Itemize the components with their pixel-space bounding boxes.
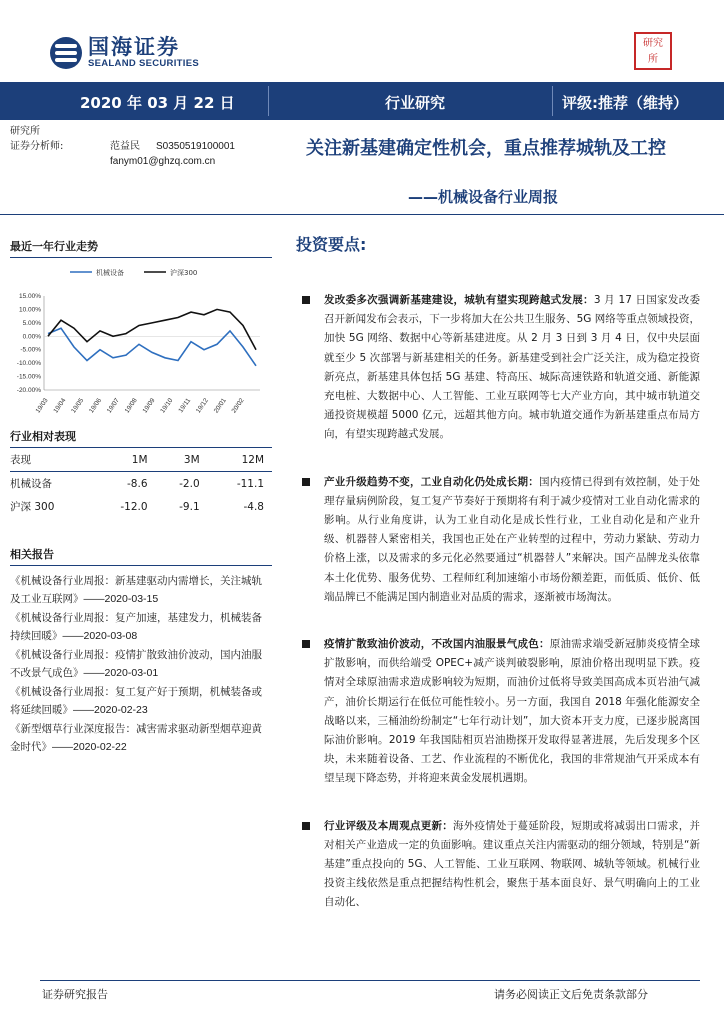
brand-name-en: SEALAND SECURITIES bbox=[88, 58, 199, 69]
report-link-date: ——2020-03-01 bbox=[83, 667, 159, 679]
x-tick-label: 19/04 bbox=[52, 397, 68, 415]
bullet-square-icon bbox=[302, 640, 310, 648]
y-tick-label: 15.00% bbox=[18, 293, 41, 300]
cell-1m: -12.0 bbox=[120, 500, 148, 513]
x-tick-label: 19/09 bbox=[141, 397, 157, 415]
cell-3m: -2.0 bbox=[179, 477, 200, 490]
report-link-date: ——2020-02-22 bbox=[52, 741, 127, 753]
x-tick-label: 19/11 bbox=[177, 397, 193, 415]
report-link-title[interactable]: 《机械设备行业周报：新基建驱动内需增长，关注城轨及工业互联网》 bbox=[10, 575, 262, 605]
report-link-title[interactable]: 《新型烟草行业深度报告：减害需求驱动新型烟草迎黄金时代》 bbox=[10, 723, 262, 753]
performance-section-title: 行业相对表现 bbox=[10, 428, 272, 448]
key-points-section bbox=[296, 232, 700, 913]
header-cell: 1M bbox=[91, 448, 155, 472]
analyst-role-label: 证券分析师: bbox=[10, 141, 64, 152]
y-tick-label: 0.00% bbox=[22, 333, 41, 341]
header-cell: 表现 bbox=[10, 448, 91, 472]
related-report-link[interactable] bbox=[10, 720, 272, 756]
table-row bbox=[10, 472, 272, 496]
report-subtitle: ——机械设备行业周报 bbox=[408, 188, 559, 206]
x-tick-label: 19/05 bbox=[70, 397, 86, 415]
brand-logo bbox=[50, 36, 199, 69]
legend-label: 沪深300 bbox=[170, 269, 198, 277]
x-tick-label: 19/10 bbox=[159, 397, 175, 415]
key-point-bullet bbox=[296, 291, 700, 445]
analyst-info bbox=[10, 124, 235, 169]
footer-left: 证券研究报告 bbox=[42, 988, 108, 1001]
row-name: 沪深 300 bbox=[10, 501, 55, 513]
report-link-title[interactable]: 《机械设备行业周报：疫情扩散致油价波动，国内油服不改景气成色》 bbox=[10, 649, 262, 679]
report-date: 2020 年 03 月 22 日 bbox=[80, 94, 235, 112]
header-cell: 12M bbox=[208, 448, 272, 472]
performance-table bbox=[10, 448, 272, 518]
footer-divider bbox=[40, 980, 700, 981]
related-report-link[interactable] bbox=[10, 646, 272, 682]
header-banner bbox=[0, 82, 724, 120]
header-cell: 3M bbox=[156, 448, 208, 472]
x-tick-label: 19/06 bbox=[88, 397, 104, 415]
y-tick-label: -5.00% bbox=[20, 346, 41, 354]
x-tick-label: 20/01 bbox=[212, 397, 228, 415]
bullet-lead: 发改委多次强调新基建建设，城轨有望实现跨越式发展： bbox=[324, 294, 594, 306]
y-tick-label: 10.00% bbox=[18, 306, 41, 314]
related-report-link[interactable] bbox=[10, 683, 272, 719]
title-divider bbox=[0, 214, 724, 215]
cell-12m: -11.1 bbox=[236, 477, 264, 490]
report-link-date: ——2020-02-23 bbox=[73, 704, 148, 716]
y-tick-label: 5.00% bbox=[22, 319, 41, 327]
related-reports-section bbox=[10, 546, 272, 757]
table-row bbox=[10, 495, 272, 518]
x-tick-label: 19/07 bbox=[105, 397, 121, 415]
cell-12m: -4.8 bbox=[243, 500, 264, 513]
bullet-body: 海外疫情处于蔓延阶段，短期或将减弱出口需求，并对相关产业造成一定的负面影响。建议重点关注内需驱动的细分领域，特别是“新基建”重点投向的 5G、人工智能、工业互联网、物联网、城轨等领域。机械行业投资主线依然是重点把握结构性机会，聚焦于基本面良好、景气明确向上的工业自动化、 bbox=[324, 819, 700, 909]
footer-disclaimer: 请务必阅读正文后免责条款部分 bbox=[494, 988, 648, 1001]
analyst-license: S0350519100001 bbox=[156, 141, 235, 152]
report-link-date: ——2020-03-08 bbox=[62, 630, 138, 642]
bullet-lead: 疫情扩散致油价波动，不改国内油服景气成色： bbox=[324, 638, 550, 651]
bullet-body: 国内疫情已得到有效控制，处于处理存量病例阶段，复工复产节奏好于预期将有利于减少疫情对工业自动化需求的影响。从行业角度讲，认为工业自动化是成长性行业，工业自动化是和产业升级、机器替人紧密相关，我国也正处在产业转型的过程中，劳动力紧缺、劳动力价格上涨，以及需求的多元化必然要通过“机器替人”来解决。国产品牌龙头依靠本土化优势、服务优势、工程师红利加速缩小市场份额差距，而低质、低价、低端品牌已不能满足国内制造业对品质的需求，逐渐被市场淘汰。 bbox=[324, 475, 700, 603]
bullet-lead: 行业评级及本周观点更新： bbox=[324, 819, 453, 832]
bullet-square-icon bbox=[302, 822, 310, 830]
legend-label: 机械设备 bbox=[96, 269, 124, 277]
bullet-body: 原油需求端受新冠肺炎疫情全球扩散影响，而供给端受 OPEC+减产谈判破裂影响，原油价格出现明显下跌。疫情对全球原油需求造成影响较为短期，而油价过低将导致美国高成本页岩油气减产，油价长期运行在低位可能性较小。另一方面，我国自 2018 年强化能源安全战略以来，三桶油纷纷制定“七年行动计划”，加大资本开支力度，已逐步脱离国际油价影响。2019 年我国陆相页岩油勘探开发取得显著进展，先后发现多个区块，未来随着设备、工艺、作业流程的不断优化，我国的非常规油气开采成本有望呈现下降态势，并将迎来黄金发展机遇期。 bbox=[324, 638, 700, 785]
bullet-square-icon bbox=[302, 478, 310, 486]
related-report-link[interactable] bbox=[10, 572, 272, 608]
research-seal-stamp: 研究 所 bbox=[634, 32, 672, 70]
cell-3m: -9.1 bbox=[179, 500, 200, 513]
x-tick-label: 19/12 bbox=[194, 397, 211, 415]
analyst-email[interactable]: fanym01@ghzq.com.cn bbox=[110, 156, 216, 167]
y-tick-label: -10.00% bbox=[16, 360, 41, 368]
trend-section-title: 最近一年行业走势 bbox=[10, 238, 272, 258]
x-tick-label: 19/08 bbox=[123, 397, 139, 415]
y-tick-label: -15.00% bbox=[16, 373, 41, 381]
series-line bbox=[48, 309, 256, 349]
x-tick-label: 19/03 bbox=[34, 397, 50, 415]
related-section-title: 相关报告 bbox=[10, 546, 272, 566]
key-points-title: 投资要点: bbox=[296, 235, 367, 254]
y-tick-label: -20.00% bbox=[16, 387, 41, 394]
x-tick-label: 20/02 bbox=[230, 397, 246, 415]
analyst-name: 范益民 bbox=[110, 141, 140, 152]
logo-icon bbox=[50, 37, 82, 69]
key-point-bullet bbox=[296, 473, 700, 607]
trend-chart bbox=[10, 260, 272, 415]
key-point-bullet bbox=[296, 817, 700, 913]
key-point-bullet bbox=[296, 635, 700, 789]
bullet-body: 3 月 17 日国家发改委召开新闻发布会表示，下一步将加大在公共卫生服务、5G 网络等重点领域投资，加快 5G 网络、数据中心等新基建进度。从 2 月 3 日到 3 月 4 日，仅中央层面就至少 5 次部署与新基建相关的任务。新基建受到社会广泛关注，成为稳定投资新亮点，新基建具体包括 5G 基建、特高压、城际高速铁路和轨道交通、新能源充电桩、大数据中心、人工智能、工业互联网等七大产业方向，其中城市轨道交通投资规模超 5000 亿元，远超其他方向。城市轨道交通作为新基建重点布局方向，有望实现跨越式发展。 bbox=[324, 294, 700, 441]
row-name: 机械设备 bbox=[10, 478, 52, 490]
cell-1m: -8.6 bbox=[127, 477, 148, 490]
report-category: 行业研究 bbox=[385, 94, 446, 112]
performance-section bbox=[10, 428, 272, 518]
bullet-square-icon bbox=[302, 296, 310, 304]
report-link-title[interactable]: 《机械设备行业周报：复工复产好于预期，机械装备或将延续回暖》 bbox=[10, 686, 262, 716]
brand-name-cn: 国海证券 bbox=[88, 35, 180, 59]
report-link-title[interactable]: 《机械设备行业周报：复产加速，基建发力，机械装备持续回暖》 bbox=[10, 612, 262, 642]
trend-section bbox=[10, 238, 272, 415]
report-link-date: ——2020-03-15 bbox=[83, 593, 159, 605]
dept-label: 研究所 bbox=[10, 126, 40, 137]
related-report-link[interactable] bbox=[10, 609, 272, 645]
report-title: 关注新基建确定性机会，重点推荐城轨及工控 bbox=[306, 138, 666, 159]
bullet-lead: 产业升级趋势不变，工业自动化仍处成长期： bbox=[324, 475, 539, 488]
table-header-row bbox=[10, 448, 272, 472]
rating-badge: 评级:推荐（维持） bbox=[562, 94, 688, 112]
